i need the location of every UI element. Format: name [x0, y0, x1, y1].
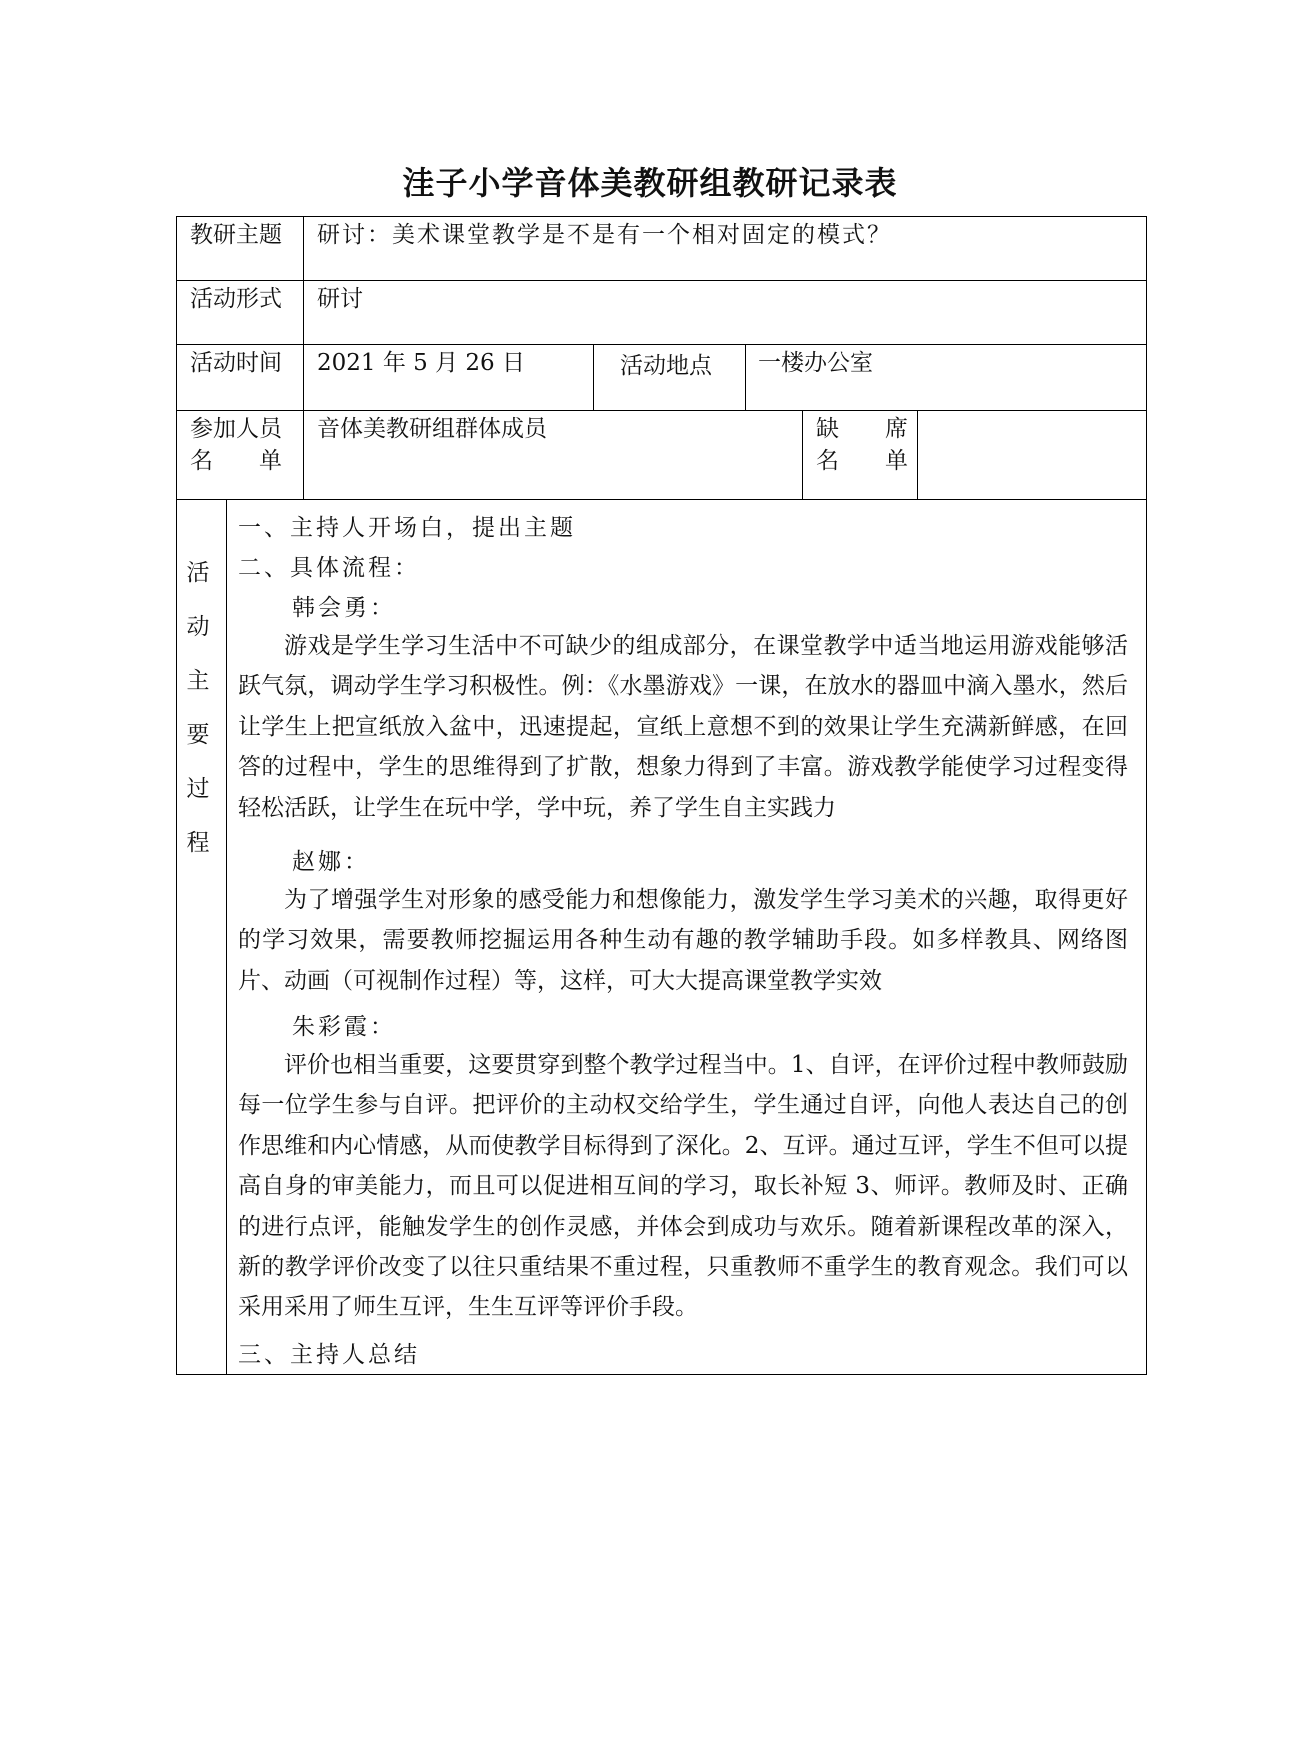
speaker-name: 朱彩霞： [292, 1014, 396, 1040]
row-divider [176, 410, 1147, 411]
place-label: 活动地点 [620, 353, 712, 379]
process-label-char: 要 [186, 722, 210, 748]
absent-label-line2: 名 单 [816, 448, 908, 474]
place-value: 一楼办公室 [758, 350, 873, 376]
column-divider [593, 344, 594, 410]
speaker-paragraph: 游戏是学生学习生活中不可缺少的组成部分，在课堂教学中适当地运用游戏能够活跃气氛，调动学生学习积极性。例：《水墨游戏》一课，在放水的器皿中滴入墨水，然后让学生上把宣纸放入盆中，迅速提起，宣纸上意想不到的效果让学生充满新鲜感，在回答的过程中，学生的思维得到了扩散，想象力得到了丰富。游戏教学能使学习过程变得轻松活跃，让学生在玩中学，学中玩，养了学生自主实践力 [238, 633, 1128, 821]
process-label-char: 动 [186, 614, 210, 640]
row-divider [176, 280, 1147, 281]
topic-label: 教研主题 [190, 222, 282, 248]
speaker-paragraph: 评价也相当重要，这要贯穿到整个教学过程当中。1、自评，在评价过程中教师鼓励每一位学生参与自评。把评价的主动权交给学生，学生通过自评，向他人表达自己的创作思维和内心情感，从而使教学目标得到了深化。2、互评。通过互评，学生不但可以提高自身的审美能力，而且可以促进相互间的学习，取长补短 3、师评。教师及时、正确的进行点评，能触发学生的创作灵感，并体会到成功与欢乐。随着新课程改革的深入，新的教学评价改变了以往只重结果不重过程，只重教师不重学生的教育观念。我们可以采用采用了师生互评，生生互评等评价手段。 [238, 1052, 1128, 1321]
speaker-name: 赵娜： [292, 849, 370, 875]
column-divider [303, 216, 304, 500]
time-value: 2021 年 5 月 26 日 [317, 350, 525, 376]
topic-value: 研讨：美术课堂教学是不是有一个相对固定的模式？ [317, 222, 892, 248]
participants-value: 音体美教研组群体成员 [317, 416, 547, 442]
process-label-char: 程 [186, 830, 210, 856]
process-heading-opening: 一、主持人开场白，提出主题 [238, 515, 576, 541]
absent-label-line1: 缺 席 [816, 416, 908, 442]
column-divider [917, 410, 918, 499]
process-label-char: 主 [186, 668, 210, 694]
form-label: 活动形式 [190, 286, 282, 312]
table-border-top [176, 216, 1147, 217]
page-title: 洼子小学音体美教研组教研记录表 [402, 164, 898, 202]
table-border-right [1146, 216, 1147, 1375]
time-label: 活动时间 [190, 350, 282, 376]
row-divider [176, 344, 1147, 345]
process-label-char: 活 [186, 560, 210, 586]
column-divider [802, 410, 803, 499]
process-heading-flow: 二、具体流程： [238, 555, 420, 581]
speaker-name: 韩会勇： [292, 595, 396, 621]
speaker-paragraph: 为了增强学生对形象的感受能力和想像能力，激发学生学习美术的兴趣，取得更好的学习效果，需要教师挖掘运用各种生动有趣的教学辅助手段。如多样教具、网络图片、动画（可视制作过程）等，这样，可大大提高课堂教学实效 [238, 887, 1128, 994]
participants-label-line2: 名 单 [190, 448, 282, 474]
row-divider [176, 499, 1147, 500]
process-label-char: 过 [186, 776, 210, 802]
participants-label-line1: 参加人员 [190, 416, 282, 442]
column-divider [745, 344, 746, 410]
column-divider [226, 499, 227, 1374]
table-border-bottom [176, 1374, 1147, 1375]
process-label [176, 546, 220, 870]
process-heading-summary: 三、主持人总结 [238, 1342, 420, 1368]
form-value: 研讨 [317, 286, 363, 312]
